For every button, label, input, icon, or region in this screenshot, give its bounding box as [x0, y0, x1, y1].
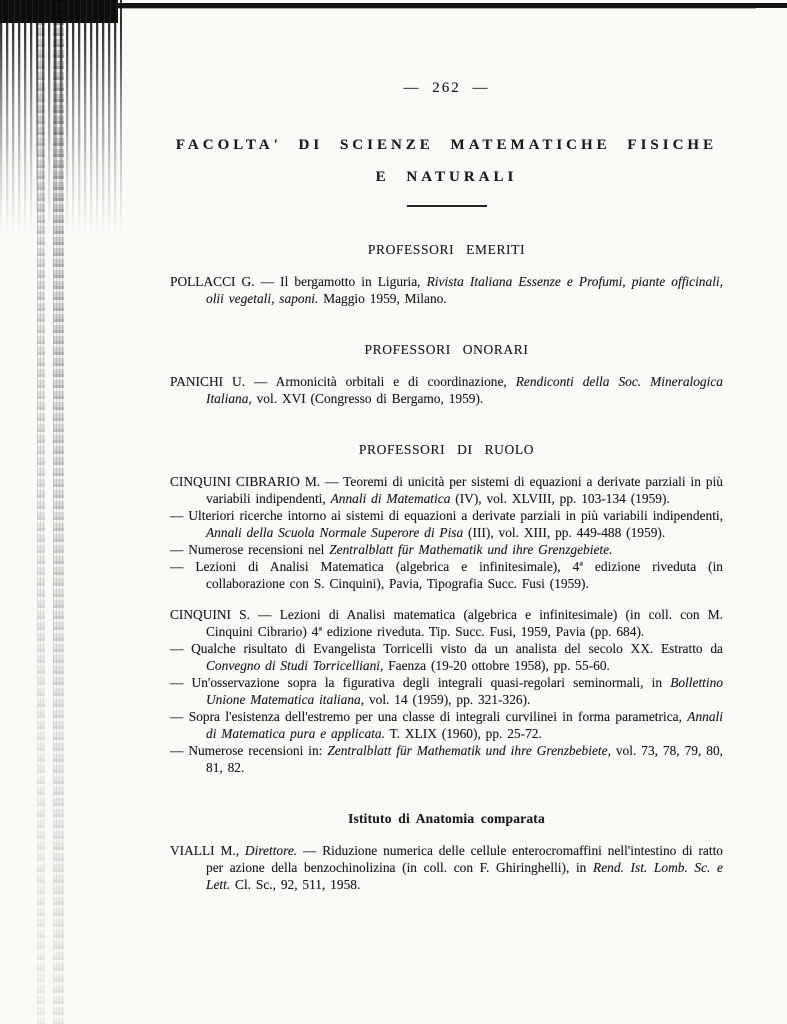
- faculty-title: [170, 129, 723, 193]
- entry-italic-text: Rivista Italiana Essenze e Profumi, piante officinali, olii vegetali, saponi.: [206, 274, 723, 306]
- document-section: [170, 341, 723, 407]
- document-section: [170, 241, 723, 307]
- bibliography-entry: [170, 473, 723, 507]
- bibliography-entry: [170, 708, 723, 742]
- author-entry-group: [170, 606, 723, 776]
- entry-text: — Lezioni di Analisi Matematica (algebrica e infinitesimale), 4ª edizione riveduta (in collaborazione con S. Cinquini), Pavia, Tipografia Succ. Fusi (1959).: [170, 559, 723, 591]
- entry-text: — Numerose recensioni in:: [170, 743, 328, 758]
- entry-italic-text: Annali di Matematica pura e applicata.: [206, 709, 723, 741]
- entry-text: PANICHI U. — Armonicità orbitali e di coordinazione,: [170, 374, 516, 389]
- entry-italic-text: Zentralblatt für Mathematik und ihre Grenzgebiete.: [329, 542, 613, 557]
- entry-text: POLLACCI G. — Il bergamotto in Liguria,: [170, 274, 427, 289]
- entry-text: vol. 73, 78, 79, 80, 81, 82.: [206, 743, 723, 775]
- entry-text: (IV), vol. XLVIII, pp. 103-134 (1959).: [450, 491, 670, 506]
- entry-text: — Sopra l'esistenza dell'estremo per una classe di integrali curvilinei in forma parametrica,: [170, 709, 688, 724]
- entry-italic-text: Annali della Scuola Normale Superore di Pisa: [206, 525, 464, 540]
- entry-italic-text: Convegno di Studi Torricelliani,: [206, 658, 384, 673]
- entry-italic-text: Zentralblatt für Mathematik und ihre Grenzbebiete,: [327, 743, 611, 758]
- document-section: [170, 441, 723, 776]
- sections-container: [170, 241, 723, 893]
- bibliography-entry: [170, 541, 723, 558]
- entry-text: — Un'osservazione sopra la figurativa degli integrali quasi-regolari seminormali, in: [170, 675, 671, 690]
- bibliography-entry: [170, 640, 723, 674]
- bibliography-entry: [170, 507, 723, 541]
- entry-text: vol. 14 (1959), pp. 321-326).: [364, 692, 531, 707]
- entry-text: — Riduzione numerica delle cellule enterocromaffini nell'intestino di ratto per azione della benzochinolizina (in coll. con F. Ghiringhelli), in: [206, 843, 723, 875]
- section-heading: PROFESSORI EMERITI: [367, 242, 526, 257]
- entry-text: — Ulteriori ricerche intorno ai sistemi di equazioni a derivate parziali in più variabili indipendenti,: [170, 508, 723, 523]
- author-entry-group: [170, 473, 723, 592]
- bibliography-entry: [170, 373, 723, 407]
- bibliography-entry: [170, 273, 723, 307]
- entry-text: Cl. Sc., 92, 511, 1958.: [230, 877, 361, 892]
- entry-text: VIALLI M.,: [170, 843, 245, 858]
- author-entry-group: [170, 373, 723, 407]
- entry-italic-text: Rend. Ist. Lomb. Sc. e Lett.: [206, 860, 723, 892]
- page-number: — 262 —: [403, 80, 490, 96]
- entry-italic-text: Bollettino Unione Matematica italiana,: [206, 675, 723, 707]
- entry-text: CINQUINI CIBRARIO M. — Teoremi di unicità per sistemi di equazioni a derivate parziali in più variabili indipendenti,: [170, 474, 723, 506]
- scan-binding-streak: [53, 0, 64, 1024]
- section-heading: PROFESSORI ONORARI: [364, 342, 529, 357]
- entry-text: CINQUINI S. — Lezioni di Analisi matematica (algebrica e infinitesimale) (in coll. con M. Cinquini Cibrario) 4ª edizione riveduta. Tip. Succ. Fusi, 1959, Pavia (pp. 684).: [170, 607, 723, 639]
- entry-italic-text: Annali di Matematica: [330, 491, 451, 506]
- document-section: [170, 810, 723, 893]
- entry-text: vol. XVI (Congresso di Bergamo, 1959).: [251, 391, 484, 406]
- bibliography-entry: [170, 606, 723, 640]
- entry-italic-text: Direttore.: [244, 843, 298, 858]
- faculty-title-line1: FACOLTA' DI SCIENZE MATEMATICHE FISICHE: [175, 137, 718, 153]
- bibliography-entry: [170, 742, 723, 776]
- bibliography-entry: [170, 674, 723, 708]
- section-heading: Istituto di Anatomia comparata: [348, 811, 545, 826]
- page-content: [170, 0, 723, 893]
- entry-text: Maggio 1959, Milano.: [318, 291, 447, 306]
- entry-text: — Qualche risultato di Evangelista Torricelli visto da un analista del secolo XX. Estratto da: [170, 641, 723, 656]
- bibliography-entry: [170, 558, 723, 592]
- bibliography-entry: [170, 842, 723, 893]
- entry-text: T. XLIX (1960), pp. 25-72.: [384, 726, 542, 741]
- entry-text: (III), vol. XIII, pp. 449-488 (1959).: [463, 525, 666, 540]
- faculty-title-line2: E NATURALI: [375, 169, 518, 185]
- title-divider: [407, 205, 487, 207]
- author-entry-group: [170, 842, 723, 893]
- author-entry-group: [170, 273, 723, 307]
- entry-italic-text: Rendiconti della Soc. Mineralogica Italiana,: [206, 374, 723, 406]
- section-heading: PROFESSORI DI RUOLO: [358, 442, 535, 457]
- entry-text: — Numerose recensioni nel: [170, 542, 330, 557]
- scan-binding-streak: [37, 0, 45, 1024]
- entry-text: Faenza (19-20 ottobre 1958), pp. 55-60.: [383, 658, 610, 673]
